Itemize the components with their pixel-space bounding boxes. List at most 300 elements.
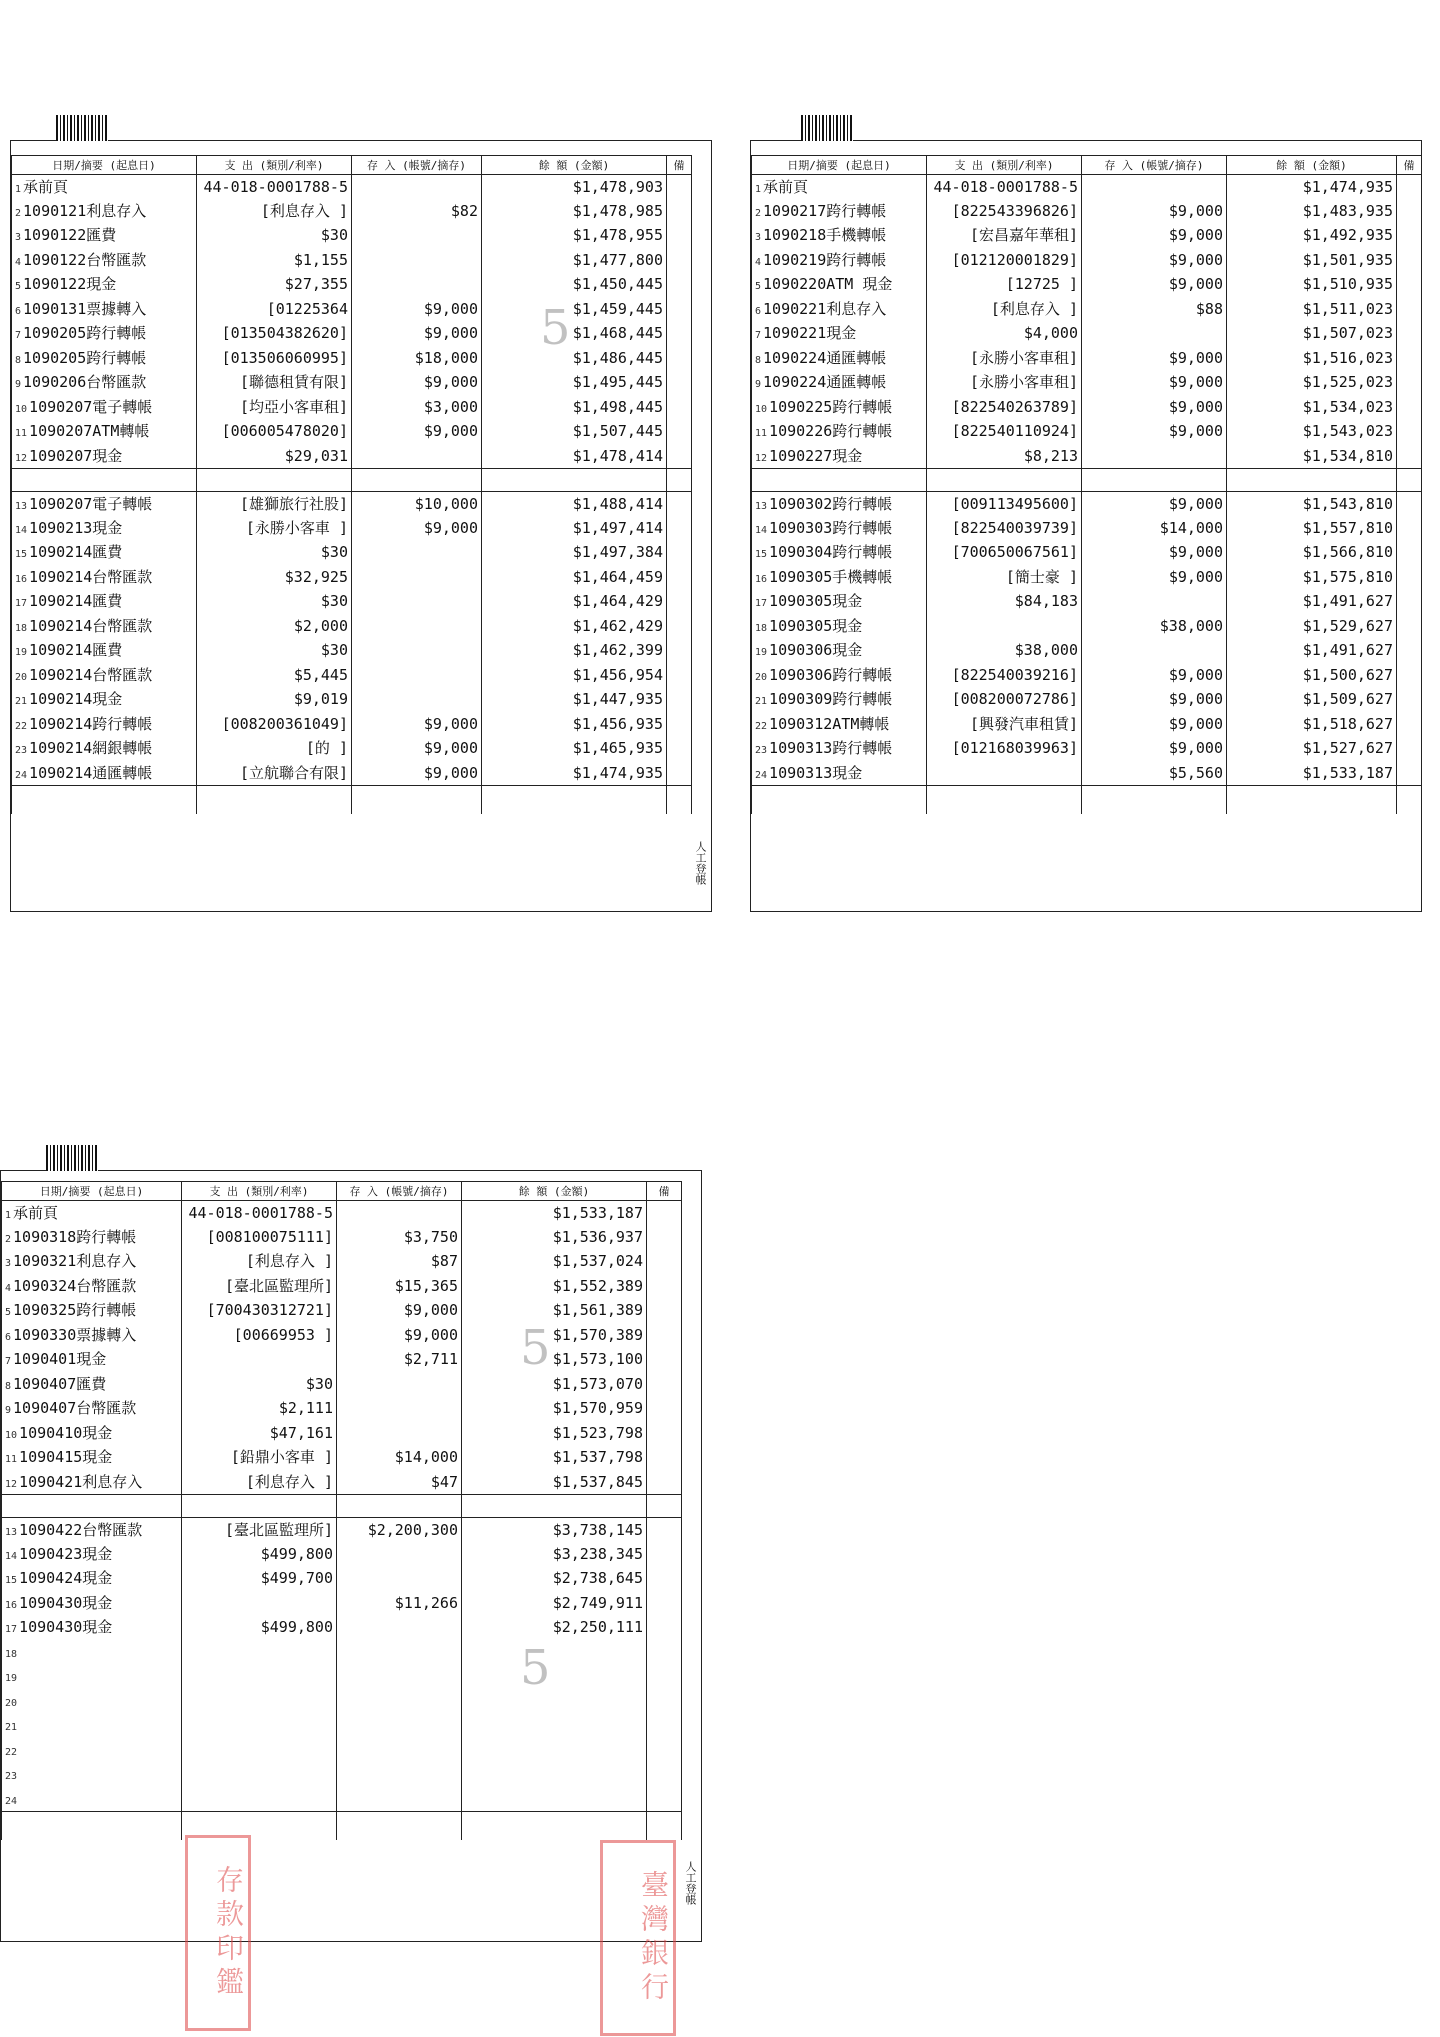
row-deposit: $9,000 bbox=[1082, 565, 1227, 590]
row-index: 21 bbox=[5, 1722, 18, 1734]
row-desc-cell bbox=[12, 199, 197, 224]
row-remark bbox=[667, 224, 692, 249]
row-remark bbox=[647, 1348, 682, 1373]
row-index: 20 bbox=[755, 671, 768, 683]
row-description: 1090122匯費 bbox=[23, 226, 117, 245]
row-withdraw: [簡士豪 ] bbox=[927, 565, 1082, 590]
row-index: 1 bbox=[5, 1209, 12, 1221]
handwritten-digit: 5 bbox=[540, 300, 571, 356]
row-balance: $1,507,445 bbox=[482, 420, 667, 445]
table-row bbox=[752, 639, 1422, 664]
table-row bbox=[752, 199, 1422, 224]
table-row bbox=[12, 224, 692, 249]
row-deposit bbox=[337, 1616, 462, 1641]
row-description: 1090207電子轉帳 bbox=[29, 494, 153, 513]
table-row bbox=[2, 1225, 682, 1250]
row-index: 1 bbox=[755, 183, 762, 195]
table-row bbox=[2, 1640, 682, 1665]
row-index: 6 bbox=[5, 1331, 12, 1343]
row-desc-cell bbox=[2, 1787, 182, 1812]
row-remark bbox=[1397, 420, 1422, 445]
table-row bbox=[752, 444, 1422, 469]
header-deposit: 存 入 (帳號/摘存) bbox=[352, 156, 482, 175]
row-remark bbox=[1397, 663, 1422, 688]
row-description: 1090221利息存入 bbox=[763, 299, 887, 318]
row-index: 11 bbox=[15, 428, 28, 440]
row-desc-cell bbox=[752, 297, 927, 322]
row-withdraw: $30 bbox=[197, 639, 352, 664]
row-desc-cell bbox=[2, 1763, 182, 1788]
row-balance: $1,537,845 bbox=[462, 1470, 647, 1495]
row-balance: $1,474,935 bbox=[482, 761, 667, 786]
row-withdraw: [均亞小客車租] bbox=[197, 395, 352, 420]
row-deposit: $9,000 bbox=[352, 761, 482, 786]
row-deposit bbox=[1082, 639, 1227, 664]
row-balance: $1,477,800 bbox=[482, 248, 667, 273]
row-withdraw: [00669953 ] bbox=[182, 1323, 337, 1348]
row-remark bbox=[667, 395, 692, 420]
row-desc-cell bbox=[12, 688, 197, 713]
statement-table-1 bbox=[11, 155, 692, 814]
table-row bbox=[752, 712, 1422, 737]
row-description: 1090214現金 bbox=[29, 690, 123, 709]
row-description: 1090306現金 bbox=[769, 641, 863, 660]
divider-cell bbox=[482, 469, 667, 492]
row-deposit bbox=[337, 1397, 462, 1422]
divider-cell bbox=[927, 469, 1082, 492]
row-balance: $1,459,445 bbox=[482, 297, 667, 322]
header-balance bbox=[482, 156, 667, 175]
row-deposit: $9,000 bbox=[352, 297, 482, 322]
row-description: 1090407匯費 bbox=[13, 1374, 107, 1393]
table-row bbox=[752, 761, 1422, 786]
row-balance: $1,573,070 bbox=[462, 1372, 647, 1397]
row-description: 1090313跨行轉帳 bbox=[769, 739, 893, 758]
barcode-icon bbox=[46, 1145, 98, 1171]
row-balance: $1,498,445 bbox=[482, 395, 667, 420]
row-deposit bbox=[337, 1567, 462, 1592]
row-desc-cell bbox=[752, 224, 927, 249]
row-description: 1090206台幣匯款 bbox=[23, 373, 147, 392]
row-withdraw bbox=[182, 1640, 337, 1665]
row-remark bbox=[647, 1225, 682, 1250]
table-row bbox=[12, 639, 692, 664]
header-withdraw: 支 出 (類別/利率) bbox=[927, 156, 1082, 175]
row-withdraw bbox=[182, 1665, 337, 1690]
row-remark bbox=[647, 1299, 682, 1324]
row-remark bbox=[1397, 688, 1422, 713]
row-remark bbox=[647, 1542, 682, 1567]
row-index: 4 bbox=[15, 256, 22, 268]
row-remark bbox=[647, 1567, 682, 1592]
row-deposit bbox=[352, 224, 482, 249]
row-description: 1090214台幣匯款 bbox=[29, 665, 153, 684]
row-description: 1090302跨行轉帳 bbox=[769, 494, 893, 513]
row-deposit: $15,365 bbox=[337, 1274, 462, 1299]
row-desc-cell bbox=[2, 1446, 182, 1471]
row-description: 1090422台幣匯款 bbox=[19, 1520, 143, 1539]
row-withdraw: $2,000 bbox=[197, 614, 352, 639]
header-withdraw: 支 出 (類別/利率) bbox=[182, 1182, 337, 1201]
footer-cell bbox=[337, 1812, 462, 1841]
table-row bbox=[2, 1738, 682, 1763]
row-deposit: $2,200,300 bbox=[337, 1518, 462, 1543]
row-deposit bbox=[337, 1372, 462, 1397]
row-index: 18 bbox=[755, 622, 768, 634]
row-index: 11 bbox=[755, 428, 768, 440]
row-index: 7 bbox=[15, 330, 22, 342]
row-index: 13 bbox=[15, 500, 28, 512]
row-balance: $1,575,810 bbox=[1227, 565, 1397, 590]
row-index: 9 bbox=[755, 379, 762, 391]
row-desc-cell bbox=[752, 737, 927, 762]
table-row bbox=[2, 1299, 682, 1324]
row-description: 1090303跨行轉帳 bbox=[769, 518, 893, 537]
row-index: 4 bbox=[755, 256, 762, 268]
footer-row bbox=[752, 786, 1422, 815]
row-remark bbox=[1397, 492, 1422, 517]
row-index: 7 bbox=[5, 1356, 12, 1368]
divider-cell bbox=[12, 469, 197, 492]
row-desc-cell bbox=[2, 1421, 182, 1446]
row-index: 24 bbox=[755, 769, 768, 781]
row-description: 1090131票據轉入 bbox=[23, 299, 147, 318]
row-withdraw: [700650067561] bbox=[927, 541, 1082, 566]
row-description: 1090218手機轉帳 bbox=[763, 226, 887, 245]
footer-cell bbox=[927, 786, 1082, 815]
row-remark bbox=[667, 175, 692, 200]
table-row bbox=[12, 322, 692, 347]
row-withdraw: [012120001829] bbox=[927, 248, 1082, 273]
row-remark bbox=[1397, 175, 1422, 200]
row-withdraw: $30 bbox=[197, 590, 352, 615]
row-desc-cell bbox=[2, 1542, 182, 1567]
row-withdraw bbox=[182, 1787, 337, 1812]
row-balance: $1,527,627 bbox=[1227, 737, 1397, 762]
row-index: 3 bbox=[5, 1258, 12, 1270]
row-deposit: $9,000 bbox=[337, 1323, 462, 1348]
row-remark bbox=[1397, 371, 1422, 396]
row-description: 1090304跨行轉帳 bbox=[769, 543, 893, 562]
row-balance: $1,566,810 bbox=[1227, 541, 1397, 566]
row-remark bbox=[647, 1738, 682, 1763]
row-withdraw: [的 ] bbox=[197, 737, 352, 762]
row-desc-cell bbox=[2, 1397, 182, 1422]
table-row bbox=[12, 273, 692, 298]
table-row bbox=[752, 663, 1422, 688]
row-balance: $1,474,935 bbox=[1227, 175, 1397, 200]
divider-cell bbox=[352, 469, 482, 492]
row-deposit: $87 bbox=[337, 1250, 462, 1275]
row-index: 5 bbox=[755, 281, 762, 293]
row-description: 1090423現金 bbox=[19, 1544, 113, 1563]
table-row bbox=[12, 346, 692, 371]
table-row bbox=[2, 1542, 682, 1567]
row-index: 20 bbox=[15, 671, 28, 683]
handwritten-digit: 5 bbox=[520, 1320, 551, 1376]
table-row bbox=[752, 273, 1422, 298]
row-balance: $1,462,399 bbox=[482, 639, 667, 664]
row-balance bbox=[462, 1738, 647, 1763]
row-deposit bbox=[1082, 590, 1227, 615]
row-description: 1090217跨行轉帳 bbox=[763, 201, 887, 220]
row-desc-cell bbox=[12, 346, 197, 371]
row-balance: $2,738,645 bbox=[462, 1567, 647, 1592]
row-index: 4 bbox=[5, 1282, 12, 1294]
table-row bbox=[2, 1421, 682, 1446]
row-remark bbox=[1397, 322, 1422, 347]
row-desc-cell bbox=[752, 371, 927, 396]
row-deposit: $9,000 bbox=[352, 322, 482, 347]
row-index: 17 bbox=[5, 1624, 18, 1636]
row-desc-cell bbox=[2, 1640, 182, 1665]
row-description: 1090321利息存入 bbox=[13, 1252, 137, 1271]
header-remark: 備 bbox=[1397, 156, 1422, 175]
row-withdraw: $499,700 bbox=[182, 1567, 337, 1592]
row-index: 3 bbox=[15, 232, 22, 244]
row-balance: $1,561,389 bbox=[462, 1299, 647, 1324]
row-remark bbox=[647, 1201, 682, 1226]
footer-cell bbox=[1082, 786, 1227, 815]
row-balance: $1,447,935 bbox=[482, 688, 667, 713]
row-index: 17 bbox=[15, 598, 28, 610]
table-row bbox=[12, 688, 692, 713]
row-description: 1090207現金 bbox=[29, 446, 123, 465]
row-deposit: $9,000 bbox=[352, 712, 482, 737]
row-description: 1090305現金 bbox=[769, 592, 863, 611]
row-deposit bbox=[352, 663, 482, 688]
footer-row bbox=[2, 1812, 682, 1841]
row-deposit: $10,000 bbox=[352, 492, 482, 517]
table-row bbox=[12, 492, 692, 517]
row-withdraw: [008100075111] bbox=[182, 1225, 337, 1250]
row-remark bbox=[647, 1397, 682, 1422]
table-row bbox=[2, 1250, 682, 1275]
row-index: 17 bbox=[755, 598, 768, 610]
row-withdraw: $30 bbox=[197, 224, 352, 249]
footer-cell bbox=[12, 786, 197, 815]
table-row bbox=[2, 1323, 682, 1348]
row-description: 承前頁 bbox=[13, 1203, 59, 1222]
row-desc-cell bbox=[752, 444, 927, 469]
row-balance: $1,534,023 bbox=[1227, 395, 1397, 420]
row-description: 1090214台幣匯款 bbox=[29, 616, 153, 635]
table-row bbox=[12, 516, 692, 541]
row-remark bbox=[667, 737, 692, 762]
row-deposit bbox=[352, 565, 482, 590]
row-desc-cell bbox=[12, 248, 197, 273]
row-description: 1090407台幣匯款 bbox=[13, 1399, 137, 1418]
row-deposit bbox=[352, 590, 482, 615]
row-index: 21 bbox=[755, 696, 768, 708]
row-balance: $1,495,445 bbox=[482, 371, 667, 396]
row-withdraw: [01225364 bbox=[197, 297, 352, 322]
row-remark bbox=[667, 688, 692, 713]
row-deposit: $18,000 bbox=[352, 346, 482, 371]
footer-cell bbox=[1227, 786, 1397, 815]
row-index: 12 bbox=[755, 452, 768, 464]
statement-page-2 bbox=[750, 140, 1422, 912]
row-balance bbox=[462, 1640, 647, 1665]
row-deposit bbox=[337, 1421, 462, 1446]
row-remark bbox=[1397, 565, 1422, 590]
row-withdraw: $29,031 bbox=[197, 444, 352, 469]
row-index: 8 bbox=[755, 354, 762, 366]
row-balance bbox=[462, 1714, 647, 1739]
row-remark bbox=[667, 639, 692, 664]
row-index: 5 bbox=[15, 281, 22, 293]
row-description: 1090214匯費 bbox=[29, 641, 123, 660]
footer-cell bbox=[462, 1812, 647, 1841]
row-withdraw bbox=[182, 1689, 337, 1714]
row-deposit: $47 bbox=[337, 1470, 462, 1495]
row-remark bbox=[1397, 444, 1422, 469]
table-row bbox=[12, 395, 692, 420]
row-index: 12 bbox=[5, 1478, 18, 1490]
row-withdraw bbox=[182, 1763, 337, 1788]
divider-cell bbox=[197, 469, 352, 492]
row-withdraw: [臺北區監理所] bbox=[182, 1274, 337, 1299]
row-desc-cell bbox=[12, 565, 197, 590]
row-description: 1090207ATM轉帳 bbox=[29, 422, 150, 441]
row-balance: $1,478,985 bbox=[482, 199, 667, 224]
table-row bbox=[752, 516, 1422, 541]
table-row bbox=[752, 541, 1422, 566]
statement-table-3 bbox=[1, 1181, 682, 1840]
row-index: 10 bbox=[755, 403, 768, 415]
table-row bbox=[752, 614, 1422, 639]
divider-cell bbox=[1227, 469, 1397, 492]
table-row bbox=[12, 175, 692, 200]
divider-cell bbox=[752, 469, 927, 492]
table-row bbox=[2, 1397, 682, 1422]
row-withdraw: $2,111 bbox=[182, 1397, 337, 1422]
row-description: 1090305手機轉帳 bbox=[769, 567, 893, 586]
row-withdraw: $499,800 bbox=[182, 1542, 337, 1567]
row-withdraw: [聯德租賃有限] bbox=[197, 371, 352, 396]
row-balance: $1,533,187 bbox=[1227, 761, 1397, 786]
row-deposit: $9,000 bbox=[1082, 224, 1227, 249]
table-row bbox=[2, 1518, 682, 1543]
row-withdraw: 44-018-0001788-5 bbox=[182, 1201, 337, 1226]
row-remark bbox=[667, 322, 692, 347]
row-description: 1090214台幣匯款 bbox=[29, 567, 153, 586]
table-row bbox=[752, 175, 1422, 200]
row-withdraw: [006005478020] bbox=[197, 420, 352, 445]
row-balance: $1,456,935 bbox=[482, 712, 667, 737]
header-withdraw: 支 出 (類別/利率) bbox=[197, 156, 352, 175]
table-row bbox=[2, 1274, 682, 1299]
row-remark bbox=[647, 1616, 682, 1641]
row-remark bbox=[667, 541, 692, 566]
row-index: 15 bbox=[15, 549, 28, 561]
divider-cell bbox=[462, 1495, 647, 1518]
table-row bbox=[2, 1470, 682, 1495]
table-row bbox=[12, 761, 692, 786]
row-balance: $1,570,389 bbox=[462, 1323, 647, 1348]
row-balance: $1,464,459 bbox=[482, 565, 667, 590]
row-description: 承前頁 bbox=[23, 177, 69, 196]
header-date-desc: 日期/摘要 (起息日) bbox=[752, 156, 927, 175]
row-balance: $1,537,024 bbox=[462, 1250, 647, 1275]
row-balance: $1,483,935 bbox=[1227, 199, 1397, 224]
row-remark bbox=[667, 663, 692, 688]
row-desc-cell bbox=[12, 737, 197, 762]
table-row bbox=[12, 420, 692, 445]
row-index: 16 bbox=[755, 573, 768, 585]
row-deposit: $9,000 bbox=[1082, 688, 1227, 713]
table-row bbox=[752, 395, 1422, 420]
row-remark bbox=[647, 1470, 682, 1495]
row-desc-cell bbox=[2, 1591, 182, 1616]
row-deposit: $88 bbox=[1082, 297, 1227, 322]
row-desc-cell bbox=[12, 420, 197, 445]
footer-cell bbox=[1397, 786, 1422, 815]
row-balance: $1,462,429 bbox=[482, 614, 667, 639]
row-description: 1090225跨行轉帳 bbox=[769, 397, 893, 416]
footer-row bbox=[12, 786, 692, 815]
row-remark bbox=[667, 297, 692, 322]
row-desc-cell bbox=[752, 541, 927, 566]
row-desc-cell bbox=[12, 175, 197, 200]
row-remark bbox=[1397, 761, 1422, 786]
row-withdraw: $30 bbox=[197, 541, 352, 566]
row-withdraw: [宏昌嘉年華租] bbox=[927, 224, 1082, 249]
row-withdraw: [永勝小客車租] bbox=[927, 346, 1082, 371]
table-row bbox=[752, 322, 1422, 347]
footer-cell bbox=[352, 786, 482, 815]
row-desc-cell bbox=[752, 492, 927, 517]
row-withdraw: [永勝小客車 ] bbox=[197, 516, 352, 541]
row-withdraw bbox=[927, 614, 1082, 639]
row-balance: $1,456,954 bbox=[482, 663, 667, 688]
row-deposit bbox=[352, 248, 482, 273]
row-description: 1090330票據轉入 bbox=[13, 1325, 137, 1344]
table-row bbox=[752, 688, 1422, 713]
row-index: 14 bbox=[5, 1550, 18, 1562]
row-description: 1090224通匯轉帳 bbox=[763, 348, 887, 367]
row-description: 1090224通匯轉帳 bbox=[763, 373, 887, 392]
table-row bbox=[12, 737, 692, 762]
row-description: 1090309跨行轉帳 bbox=[769, 690, 893, 709]
table-row bbox=[12, 565, 692, 590]
row-description: 1090214跨行轉帳 bbox=[29, 714, 153, 733]
row-deposit: $3,750 bbox=[337, 1225, 462, 1250]
row-desc-cell bbox=[2, 1225, 182, 1250]
row-desc-cell bbox=[12, 541, 197, 566]
row-desc-cell bbox=[752, 614, 927, 639]
row-deposit: $9,000 bbox=[1082, 199, 1227, 224]
row-remark bbox=[667, 444, 692, 469]
table-row bbox=[12, 297, 692, 322]
row-deposit: $5,560 bbox=[1082, 761, 1227, 786]
row-desc-cell bbox=[752, 590, 927, 615]
header-date-desc: 日期/摘要 (起息日) bbox=[12, 156, 197, 175]
row-desc-cell bbox=[12, 614, 197, 639]
table-row bbox=[12, 444, 692, 469]
row-desc-cell bbox=[12, 322, 197, 347]
row-deposit bbox=[1082, 322, 1227, 347]
section-divider bbox=[2, 1495, 682, 1518]
row-balance: $1,573,100 bbox=[462, 1348, 647, 1373]
table-row bbox=[2, 1616, 682, 1641]
row-index: 8 bbox=[15, 354, 22, 366]
table-row bbox=[2, 1665, 682, 1690]
row-remark bbox=[667, 371, 692, 396]
row-deposit bbox=[337, 1542, 462, 1567]
table-row bbox=[752, 371, 1422, 396]
row-description: 1090424現金 bbox=[19, 1569, 113, 1588]
